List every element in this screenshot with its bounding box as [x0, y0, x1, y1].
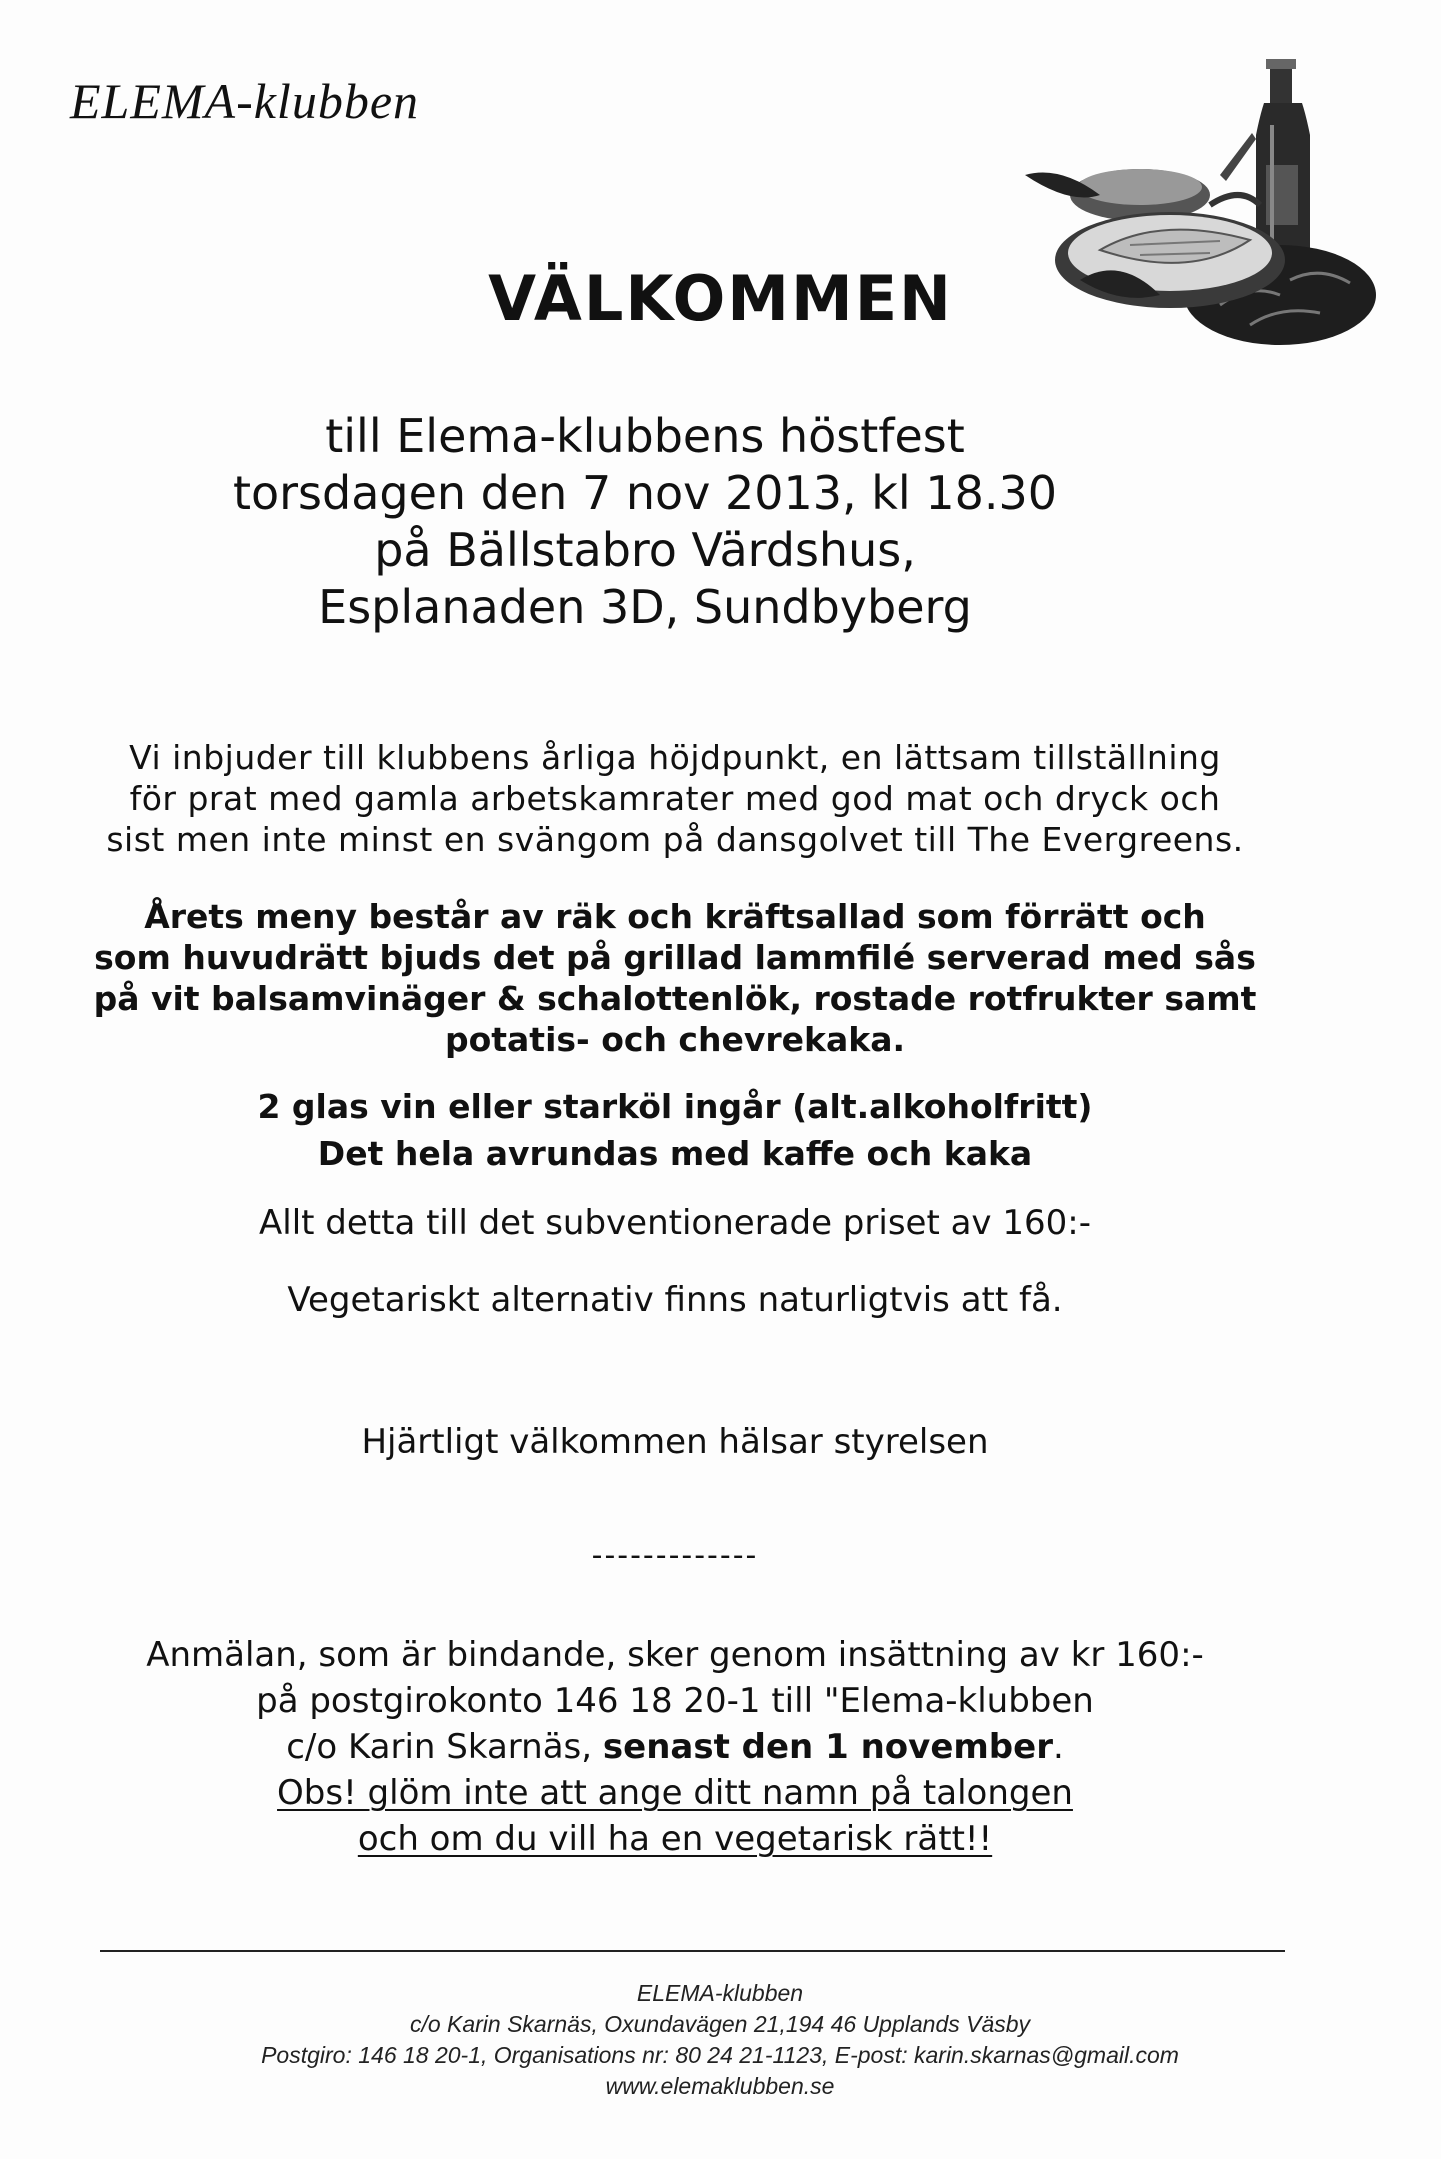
intro-paragraph	[60, 737, 1290, 860]
greeting-text: Hjärtligt välkommen hälsar styrelsen	[361, 1422, 989, 1462]
registration-note: Obs! glöm inte att ange ditt namn på talongen	[277, 1773, 1073, 1813]
footer-address: c/o Karin Skarnäs, Oxundavägen 21,194 46 Upplands Väsby	[409, 2011, 1031, 2037]
menu-line: potatis- och chevrekaka.	[444, 1020, 906, 1059]
event-details	[0, 408, 1290, 636]
footer-divider	[100, 1950, 1285, 1952]
menu-line: Årets meny består av räk och kräftsallad som förrätt och	[144, 897, 1206, 936]
event-venue-line: på Bällstabro Värdshus,	[374, 523, 916, 577]
registration-line: Anmälan, som är bindande, sker genom insättning av kr 160:-	[146, 1635, 1204, 1675]
footer	[60, 1978, 1380, 2102]
club-name: ELEMA-klubben	[70, 73, 420, 129]
registration-note: och om du vill ha en vegetarisk rätt!!	[357, 1819, 993, 1859]
footer-contact: Postgiro: 146 18 20-1, Organisations nr: 80 24 21-1123, E-post: karin.skarnas@gmail.com	[261, 2042, 1179, 2068]
event-line: till Elema-klubbens höstfest	[325, 409, 965, 463]
registration-contact: c/o Karin Skarnäs,	[286, 1727, 603, 1767]
intro-line: för prat med gamla arbetskamrater med god mat och dryck och	[129, 779, 1221, 818]
price-text: Allt detta till det subventionerade priset av 160:-	[259, 1203, 1091, 1243]
event-date-line: torsdagen den 7 nov 2013, kl 18.30	[232, 466, 1058, 520]
registration-deadline: senast den 1 november	[602, 1727, 1053, 1767]
intro-line: Vi inbjuder till klubbens årliga höjdpunkt, en lättsam tillställning	[129, 738, 1221, 777]
menu-line: på vit balsamvinäger & schalottenlök, rostade rotfrukter samt	[93, 979, 1257, 1018]
registration-paragraph	[60, 1632, 1290, 1862]
footer-club-name: ELEMA-klubben	[636, 1980, 804, 2006]
coffee-line: Det hela avrundas med kaffe och kaka	[317, 1134, 1033, 1173]
registration-period: .	[1052, 1727, 1064, 1767]
drinks-line: 2 glas vin eller starköl ingår (alt.alkoholfritt)	[257, 1087, 1093, 1126]
menu-paragraph	[60, 896, 1290, 1060]
registration-deadline-line	[60, 1724, 1290, 1770]
drinks-paragraph	[60, 1083, 1290, 1177]
footer-website: www.elemaklubben.se	[605, 2073, 835, 2099]
menu-line: som huvudrätt bjuds det på grillad lammfilé serverad med sås	[94, 938, 1256, 977]
vegetarian-text: Vegetariskt alternativ finns naturligtvis att få.	[287, 1280, 1063, 1320]
welcome-title: VÄLKOMMEN	[488, 262, 953, 335]
event-address-line: Esplanaden 3D, Sundbyberg	[318, 580, 972, 634]
separator: -------------	[591, 1538, 759, 1573]
registration-account-line: på postgirokonto 146 18 20-1 till "Elema-klubben	[256, 1681, 1094, 1721]
intro-line: sist men inte minst en svängom på dansgolvet till The Evergreens.	[106, 820, 1244, 859]
